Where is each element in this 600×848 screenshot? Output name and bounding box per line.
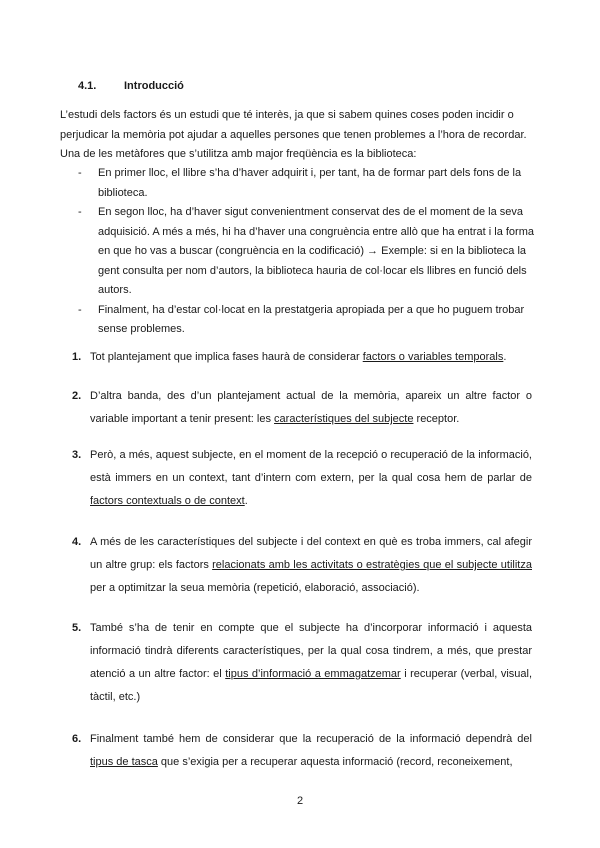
- item-number: 3.: [72, 449, 82, 461]
- item-number: 1.: [72, 351, 82, 363]
- intro-paragraph: L’estudi dels factors és un estudi que té interès, ja que si sabem quines coses poden incidir o perjudicar la memòria pot ajudar a aquelles persones que tenen problemes a l’hora de recordar. Una de les metàfores que s’utilitza amb major freqüència es la biblioteca:: [60, 109, 527, 160]
- section-title: Introducció: [124, 80, 184, 92]
- numbered-item: 5. També s’ha de tenir en compte que el subjecte ha d’incorporar informació i aquesta informació tindrà diferents característiques, per la qual cosa tindrem, a més, que prestar atenció a un altre factor: el tipus d’informació a emmagatzemar i recuperar (verbal, visual, tàctil, etc.): [60, 617, 532, 709]
- underlined-term: factors contextuals o de context: [90, 495, 245, 507]
- numbered-item: 2. D’altra banda, des d’un plantejament actual de la memòria, apareix un altre factor o variable important a tenir present: les característiques del subjecte receptor.: [60, 385, 532, 431]
- section-heading: [78, 80, 184, 92]
- bullet-item: - En segon lloc, ha d’haver sigut convenientment conservat des de el moment de la seva adquisició. A més a més, hi ha d’haver una congruència entre allò que ha entrat i la forma en que ho vas a buscar (congruència en la codificació) → Exemple: si en la biblioteca la gent consulta per nom d’autors, la biblioteca hauria de col·locar els llibres en funció dels autors.: [78, 206, 534, 296]
- numbered-item: 4. A més de les característiques del subjecte i del context en què es troba immers, cal afegir un altre grup: els factors relacionats amb les activitats o estratègies que el subjecte utilitza per a optimitzar la seua memòria (repetició, elaboració, associació).: [60, 531, 532, 600]
- item-number: 6.: [72, 733, 82, 745]
- underlined-term: tipus d’informació a emmagatzemar: [225, 668, 401, 680]
- underlined-term: relacionats amb les activitats o estratègies que el subjecte utilitza: [212, 559, 532, 571]
- item-number: 5.: [72, 622, 82, 634]
- section-number: 4.1.: [78, 80, 97, 92]
- numbered-item: 6. Finalment també hem de considerar que la recuperació de la informació dependrà del tipus de tasca que s’exigia per a recuperar aquesta informació (record, reconeixement,: [60, 728, 532, 774]
- numbered-item: 1. Tot plantejament que implica fases haurà de considerar factors o variables temporals.: [60, 346, 532, 369]
- underlined-term: tipus de tasca: [90, 756, 158, 768]
- page-number: 2: [296, 795, 304, 807]
- item-number: 4.: [72, 536, 82, 548]
- bullet-item: - En primer lloc, el llibre s’ha d’haver adquirit i, per tant, ha de formar part dels fons de la biblioteca.: [78, 167, 522, 199]
- bullet-list: [60, 164, 540, 340]
- underlined-term: factors o variables temporals: [362, 351, 504, 363]
- numbered-item: 3. Però, a més, aquest subjecte, en el moment de la recepció o recuperació de la informació, està immers en un context, tant d’intern com extern, per la qual cosa hem de parlar de factors contextuals o de context.: [60, 444, 532, 513]
- bullet-item: - Finalment, ha d’estar col·locat en la prestatgeria apropiada per a que ho puguem trobar sense problemes.: [78, 303, 525, 335]
- underlined-term: característiques del subjecte: [274, 413, 414, 425]
- item-number: 2.: [72, 390, 82, 402]
